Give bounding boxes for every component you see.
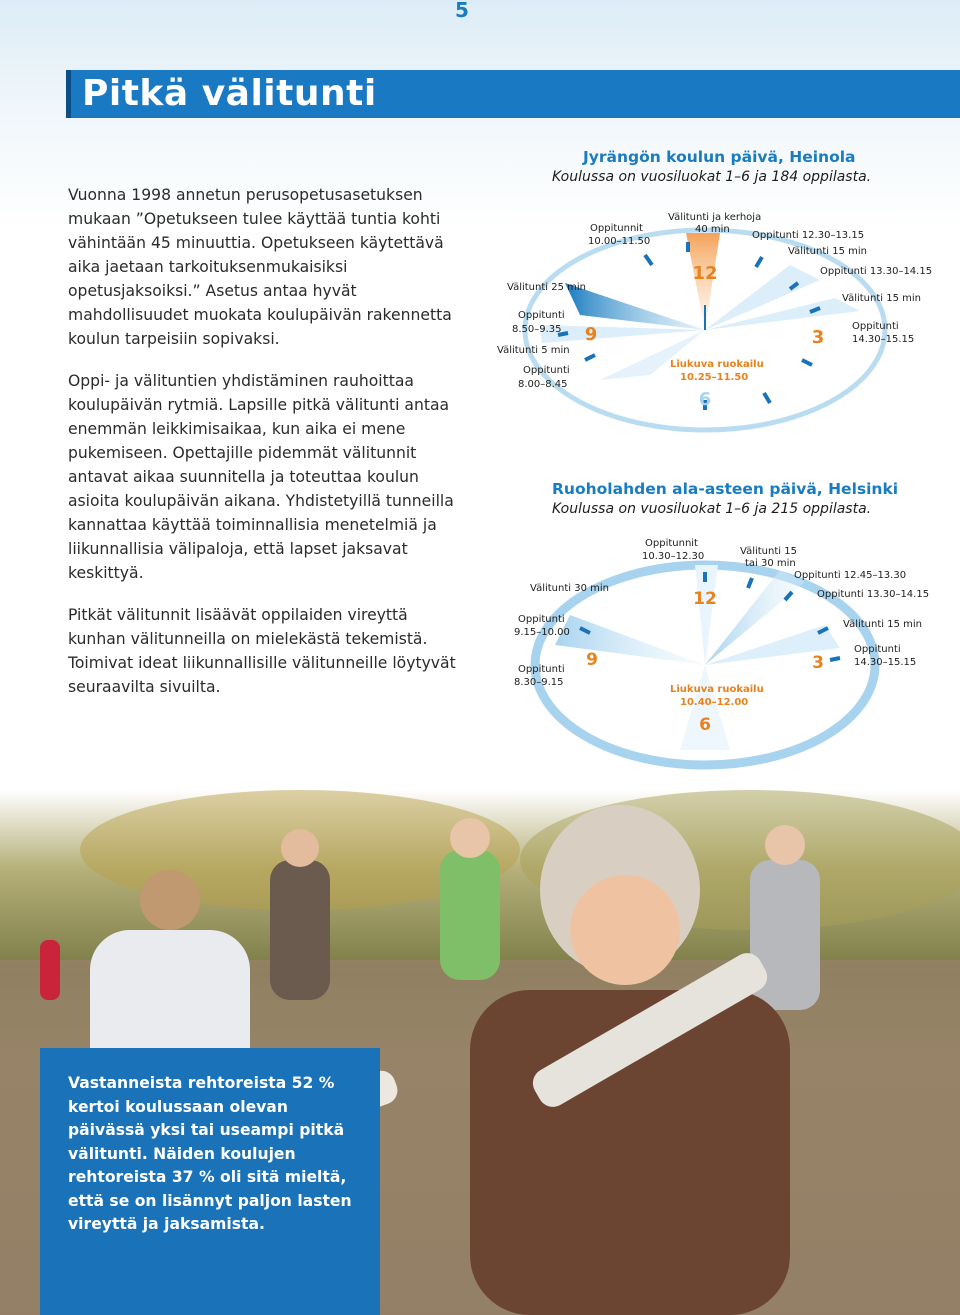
school-2-title: Ruoholahden ala-asteen päivä, Helsinki <box>552 480 899 498</box>
label-liukuva: Liukuva ruokailu <box>670 684 764 695</box>
label-oppitunnit-1000: Oppitunnit <box>590 223 643 234</box>
school-1-clock-diagram <box>480 195 950 435</box>
label-oppitunnit-1030: Oppitunnit <box>645 538 698 549</box>
statistics-callout-text: Vastanneista rehtoreista 52 % kertoi koulussaan olevan päivässä yksi tai useampi pitkä välitunti. Näiden koulujen rehtoreista 37 % oli sitä mieltä, että se on lisännyt paljon lasten vireyttä ja jaksamista. <box>68 1074 352 1233</box>
label-liukuva: Liukuva ruokailu <box>670 359 764 370</box>
label-kerhoja-min: 40 min <box>695 224 730 235</box>
label-valitunti-25: Välitunti 25 min <box>507 282 586 293</box>
clock-number-12: 12 <box>692 263 718 284</box>
clock-number-3: 3 <box>812 653 824 673</box>
label-oppitunti-1330: Oppitunti 13.30–14.15 <box>820 266 933 277</box>
label-valitunti-1530: Välitunti 15 <box>740 546 797 557</box>
label-oppitunti-800-time: 8.00–8.45 <box>518 379 568 390</box>
label-kerhoja: Välitunti ja kerhoja <box>668 212 762 223</box>
label-oppitunti-830: Oppitunti <box>518 664 565 675</box>
school-2-subtitle: Koulussa on vuosiluokat 1–6 ja 215 oppilasta. <box>552 501 872 517</box>
label-oppitunti-915: Oppitunti <box>518 614 565 625</box>
label-valitunti-15: Välitunti 15 min <box>843 619 922 630</box>
label-liukuva-time: 10.40–12.00 <box>680 697 749 708</box>
label-valitunti-5: Välitunti 5 min <box>497 345 570 356</box>
paragraph-2: Oppi- ja välituntien yhdistäminen rauhoittaa koulupäivän rytmiä. Lapsille pitkä välitunti antaa enemmän leikkimisaikaa, kun aika ei mene pukemiseen. Opettajille pidemmät välitunnit antavat aikaa suunnitella ja toteuttaa koulun asioita koulupäivän aikana. Yhdistetyillä tunneilla kannattaa käyttää toiminnallisia menetelmiä ja liikunnallisia välipaloja, että lapset jaksavat keskittyä. <box>68 372 454 582</box>
label-valitunti-15-a: Välitunti 15 min <box>788 246 867 257</box>
page-title: Pitkä välitunti <box>82 73 377 114</box>
label-valitunti-15-b: Välitunti 15 min <box>842 293 921 304</box>
label-oppitunti-1430: Oppitunti <box>854 644 901 655</box>
paragraph-3: Pitkät välitunnit lisäävät oppilaiden vireyttä kunhan välitunneilla on mielekästä tekemistä. Toimivat ideat liikunnallisille välitunneille löytyvät seuraavilta sivuilta. <box>68 606 456 696</box>
label-oppitunti-850-time: 8.50–9.35 <box>512 324 562 335</box>
clock-number-9: 9 <box>584 324 598 345</box>
label-oppitunnit-1000-time: 10.00–11.50 <box>588 236 651 247</box>
label-oppitunti-800: Oppitunti <box>523 365 570 376</box>
label-oppitunti-1245: Oppitunti 12.45–13.30 <box>794 570 907 581</box>
school-1-title: Jyrängön koulun päivä, Heinola <box>583 148 856 166</box>
clock-number-6: 6 <box>698 389 712 410</box>
label-oppitunti-1330: Oppitunti 13.30–14.15 <box>817 589 930 600</box>
clock-number-3: 3 <box>811 327 825 348</box>
label-oppitunti-1230: Oppitunti 12.30–13.15 <box>752 230 865 241</box>
label-oppitunti-830-time: 8.30–9.15 <box>514 677 564 688</box>
label-oppitunti-1430-time: 14.30–15.15 <box>854 657 917 668</box>
label-oppitunti-1430: Oppitunti <box>852 321 899 332</box>
body-text <box>68 183 458 717</box>
clock-number-9: 9 <box>586 650 598 670</box>
paragraph-1: Vuonna 1998 annetun perusopetusasetuksen mukaan ”Opetukseen tulee käyttää tuntia kohti vähintään 45 minuuttia. Opetukseen käytettävä aika jaetaan tarkoituksenmukaisiksi opetusjaksoiksi.” Asetus antaa hyvät mahdollisuudet muokata koulupäivän rakennetta koulun tarpeisiin sopivaksi. <box>68 186 452 348</box>
title-bar-accent <box>66 70 71 118</box>
clock-number-6: 6 <box>699 715 711 735</box>
clock-number-12: 12 <box>693 589 717 609</box>
label-oppitunnit-1030-time: 10.30–12.30 <box>642 551 705 562</box>
school-1-subtitle: Koulussa on vuosiluokat 1–6 ja 184 oppilasta. <box>552 169 872 185</box>
label-liukuva-time: 10.25–11.50 <box>680 372 749 383</box>
label-oppitunti-1430-time: 14.30–15.15 <box>852 334 915 345</box>
school-2-clock-diagram <box>480 530 950 780</box>
label-valitunti-30: Välitunti 30 min <box>530 583 609 594</box>
label-oppitunti-850: Oppitunti <box>518 310 565 321</box>
label-valitunti-1530-min: tai 30 min <box>745 558 796 569</box>
page-number: 5 <box>455 0 469 22</box>
label-oppitunti-915-time: 9.15–10.00 <box>514 627 570 638</box>
